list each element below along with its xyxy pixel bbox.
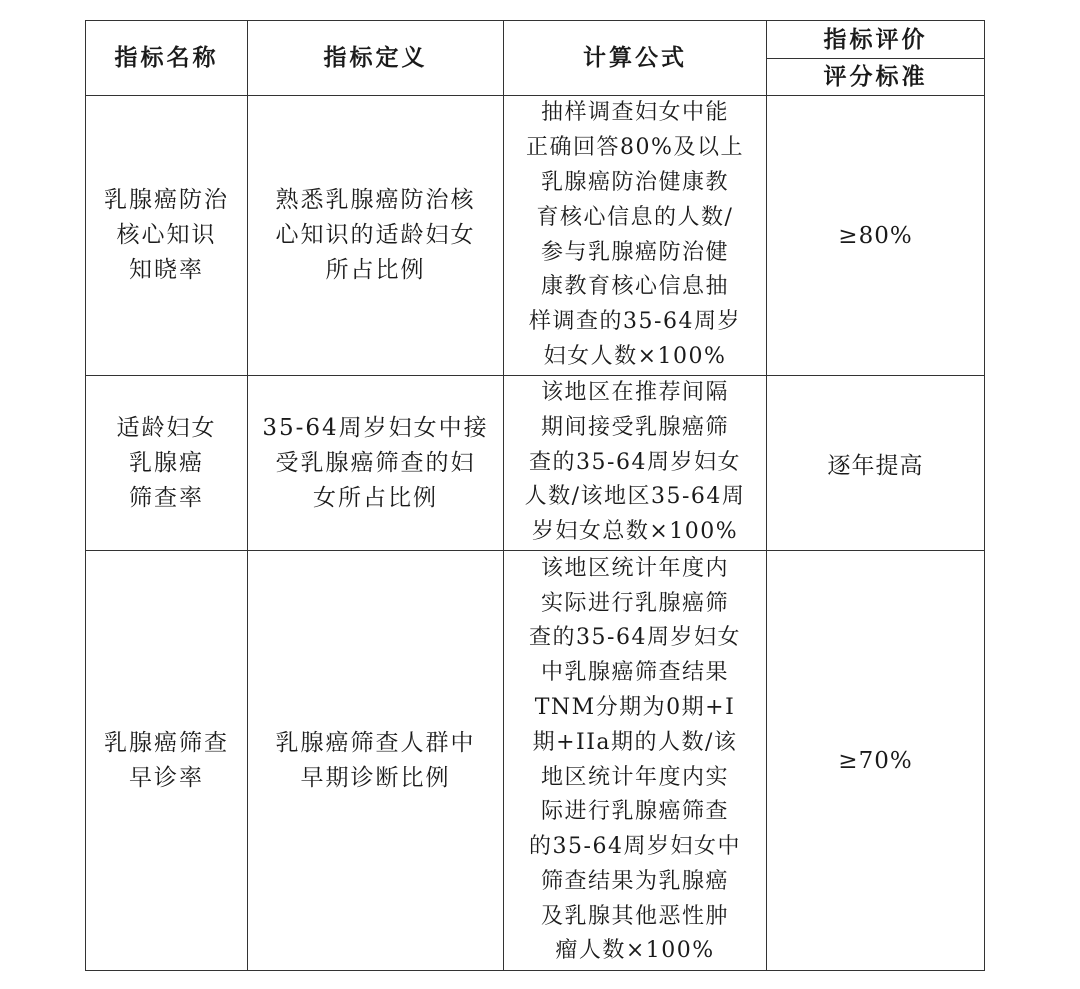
table-row: [86, 96, 985, 376]
row-2-indicator-name: 适龄妇女 乳腺癌 筛查率: [86, 376, 248, 551]
header-calculation-formula: 计算公式: [504, 21, 767, 96]
header-indicator-name: 指标名称: [86, 21, 248, 96]
row-3-indicator-definition: 乳腺癌筛查人群中 早期诊断比例: [248, 551, 504, 971]
row-1-indicator-definition: 熟悉乳腺癌防治核 心知识的适龄妇女 所占比例: [248, 96, 504, 376]
header-scoring-standard: 评分标准: [767, 59, 985, 96]
table-row: [86, 376, 985, 551]
row-3-calculation-formula: 该地区统计年度内 实际进行乳腺癌筛 查的35-64周岁妇女 中乳腺癌筛查结果 TNM分期为0期+I 期+IIa期的人数/该 地区统计年度内实 际进行乳腺癌筛查 的35-64周岁妇女中 筛查结果为乳腺癌 及乳腺其他恶性肿 瘤人数×100%: [504, 551, 767, 971]
row-3-scoring-standard: ≥70%: [767, 551, 985, 971]
header-indicator-definition: 指标定义: [248, 21, 504, 96]
row-2-indicator-definition: 35-64周岁妇女中接 受乳腺癌筛查的妇 女所占比例: [248, 376, 504, 551]
row-2-scoring-standard: 逐年提高: [767, 376, 985, 551]
row-2-calculation-formula: 该地区在推荐间隔 期间接受乳腺癌筛 查的35-64周岁妇女 人数/该地区35-64周 岁妇女总数×100%: [504, 376, 767, 551]
indicator-table: [85, 20, 985, 971]
row-1-indicator-name: 乳腺癌防治 核心知识 知晓率: [86, 96, 248, 376]
row-3-indicator-name: 乳腺癌筛查 早诊率: [86, 551, 248, 971]
row-1-scoring-standard: ≥80%: [767, 96, 985, 376]
table-header-row: [86, 21, 985, 59]
table-row: [86, 551, 985, 971]
row-1-calculation-formula: 抽样调查妇女中能 正确回答80%及以上 乳腺癌防治健康教 育核心信息的人数/ 参与乳腺癌防治健 康教育核心信息抽 样调查的35-64周岁 妇女人数×100%: [504, 96, 767, 376]
header-indicator-evaluation: 指标评价: [767, 21, 985, 59]
